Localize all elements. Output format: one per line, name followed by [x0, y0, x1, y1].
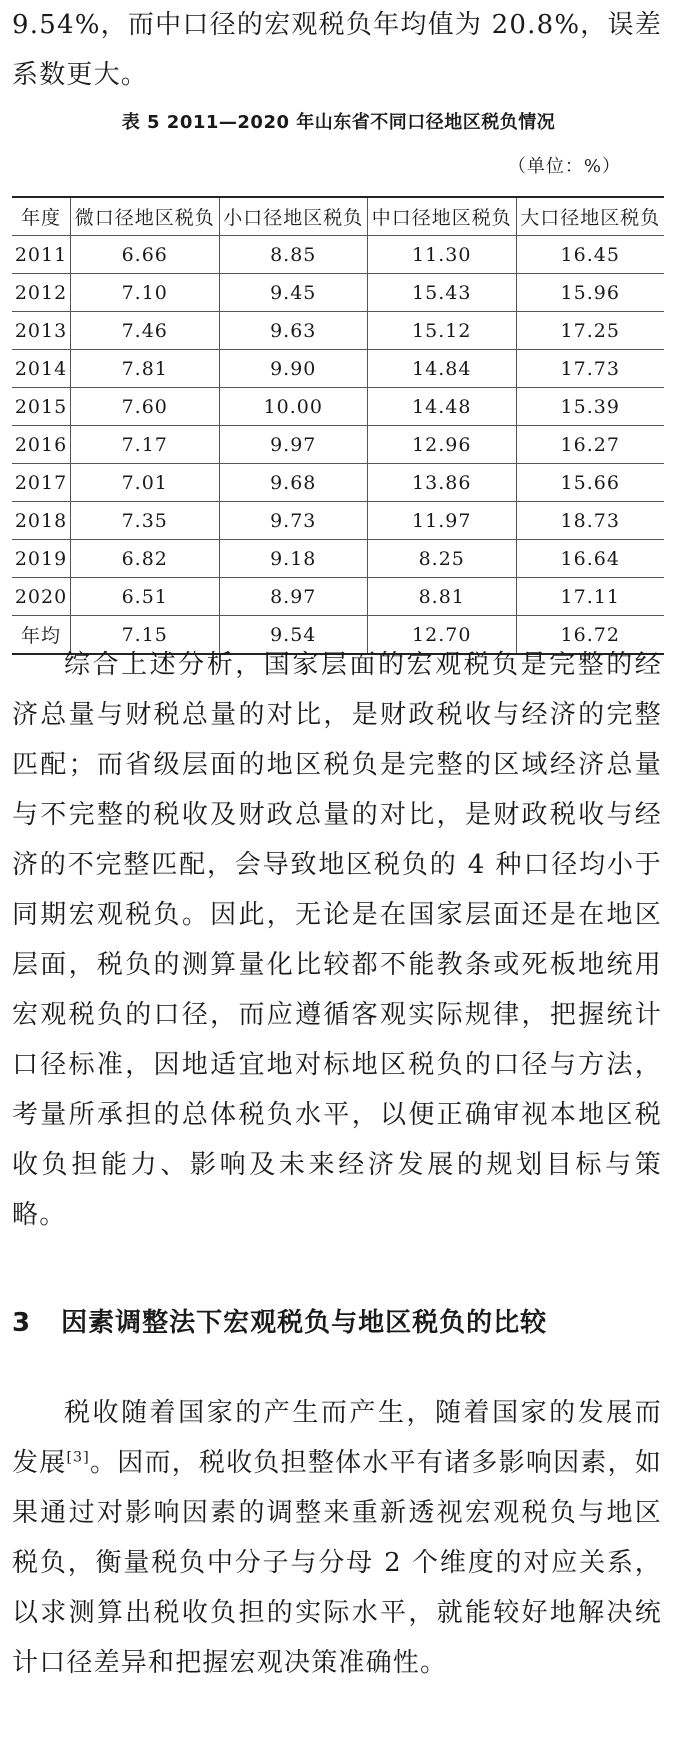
- table-year-cell: 2019: [12, 540, 71, 578]
- table-value-cell: 9.45: [219, 274, 368, 312]
- table-value-cell: 12.96: [368, 426, 517, 464]
- table-value-cell: 9.97: [219, 426, 368, 464]
- table-value-cell: 7.10: [71, 274, 220, 312]
- table-value-cell: 6.66: [71, 236, 220, 274]
- table-value-cell: 14.84: [368, 350, 517, 388]
- tax-burden-table: [12, 196, 664, 655]
- table-year-cell: 2013: [12, 312, 71, 350]
- table-value-cell: 11.30: [368, 236, 517, 274]
- table-value-cell: 16.27: [516, 426, 664, 464]
- table-row: [12, 502, 664, 540]
- table-value-cell: 9.90: [219, 350, 368, 388]
- intro-paragraph: 9.54%，而中口径的宏观税负年均值为 20.8%，误差系数更大。: [12, 10, 662, 90]
- table-value-cell: 17.73: [516, 350, 664, 388]
- table-value-cell: 9.63: [219, 312, 368, 350]
- table-value-cell: 15.66: [516, 464, 664, 502]
- table-value-cell: 16.45: [516, 236, 664, 274]
- table-year-cell: 2020: [12, 578, 71, 616]
- table-unit: （单位：%）: [507, 156, 621, 177]
- final-paragraph-text: 税收随着国家的产生而产生，随着国家的发展而发展: [12, 1398, 662, 1478]
- table-row: [12, 388, 664, 426]
- table-year-cell: 2018: [12, 502, 71, 540]
- table-value-cell: 8.85: [219, 236, 368, 274]
- table-row: [12, 274, 664, 312]
- table-value-cell: 16.72: [516, 616, 664, 655]
- section-title: 因素调整法下宏观税负与地区税负的比较: [61, 1308, 548, 1338]
- table-row: [12, 426, 664, 464]
- table-year-cell: 2016: [12, 426, 71, 464]
- table-value-cell: 7.60: [71, 388, 220, 426]
- table-value-cell: 14.48: [368, 388, 517, 426]
- table-value-cell: 11.97: [368, 502, 517, 540]
- summary-paragraph: 综合上述分析，国家层面的宏观税负是完整的经济总量与财税总量的对比，是财政税收与经济的完整匹配；而省级层面的地区税负是完整的区域经济总量与不完整的税收及财政总量的对比，是财政税收与经济的不完整匹配，会导致地区税负的 4 种口径均小于同期宏观税负。因此，无论是在国家层面还是在地区层面，税负的测算量化比较都不能教条或死板地统用宏观税负的口径，而应遵循客观实际规律，把握统计口径标准，因地适宜地对标地区税负的口径与方法，考量所承担的总体税负水平，以便正确审视本地区税收负担能力、影响及未来经济发展的规划目标与策略。: [12, 650, 662, 1230]
- table-header-cell: 年度: [12, 197, 71, 236]
- table-value-cell: 8.97: [219, 578, 368, 616]
- table-value-cell: 12.70: [368, 616, 517, 655]
- table-value-cell: 9.18: [219, 540, 368, 578]
- table-value-cell: 7.35: [71, 502, 220, 540]
- section-number: 3: [12, 1308, 32, 1338]
- table-row: [12, 312, 664, 350]
- table-value-cell: 7.81: [71, 350, 220, 388]
- table-value-cell: 9.73: [219, 502, 368, 540]
- table-value-cell: 8.81: [368, 578, 517, 616]
- table-value-cell: 8.25: [368, 540, 517, 578]
- table-value-cell: 10.00: [219, 388, 368, 426]
- table-value-cell: 7.17: [71, 426, 220, 464]
- table-value-cell: 13.86: [368, 464, 517, 502]
- citation-marker: [3]: [66, 1449, 90, 1466]
- table-header-cell: 大口径地区税负: [516, 197, 664, 236]
- table-value-cell: 7.01: [71, 464, 220, 502]
- table-value-cell: 15.12: [368, 312, 517, 350]
- table-value-cell: 6.82: [71, 540, 220, 578]
- table-header-row: [12, 197, 664, 236]
- table-row: [12, 578, 664, 616]
- final-paragraph-text-continued: 。因而，税收负担整体水平有诸多影响因素，如果通过对影响因素的调整来重新透视宏观税负与地区税负，衡量税负中分子与分母 2 个维度的对应关系，以求测算出税收负担的实际水平，就能较好地解决统计口径差异和把握宏观决策准确性。: [12, 1448, 662, 1678]
- table-value-cell: 7.46: [71, 312, 220, 350]
- table-header-cell: 小口径地区税负: [219, 197, 368, 236]
- table-value-cell: 15.43: [368, 274, 517, 312]
- table-header-cell: 中口径地区税负: [368, 197, 517, 236]
- table-value-cell: 6.51: [71, 578, 220, 616]
- table-year-cell: 2012: [12, 274, 71, 312]
- table-row: [12, 236, 664, 274]
- table-header-cell: 微口径地区税负: [71, 197, 220, 236]
- table-value-cell: 17.11: [516, 578, 664, 616]
- table-title: 表 5 2011—2020 年山东省不同口径地区税负情况: [121, 112, 556, 133]
- table-value-cell: 17.25: [516, 312, 664, 350]
- table-value-cell: 9.54: [219, 616, 368, 655]
- section-heading: [12, 1302, 547, 1339]
- table-row: [12, 540, 664, 578]
- table-value-cell: 7.15: [71, 616, 220, 655]
- table-row: [12, 350, 664, 388]
- table-row: [12, 464, 664, 502]
- final-paragraph: [12, 1388, 662, 1688]
- table-value-cell: 16.64: [516, 540, 664, 578]
- table-year-cell: 2015: [12, 388, 71, 426]
- table-year-cell: 2017: [12, 464, 71, 502]
- table-year-cell: 年均: [12, 616, 71, 655]
- table-value-cell: 15.39: [516, 388, 664, 426]
- table-body: [12, 236, 664, 655]
- table-value-cell: 18.73: [516, 502, 664, 540]
- table-value-cell: 9.68: [219, 464, 368, 502]
- table-year-cell: 2014: [12, 350, 71, 388]
- table-value-cell: 15.96: [516, 274, 664, 312]
- table-year-cell: 2011: [12, 236, 71, 274]
